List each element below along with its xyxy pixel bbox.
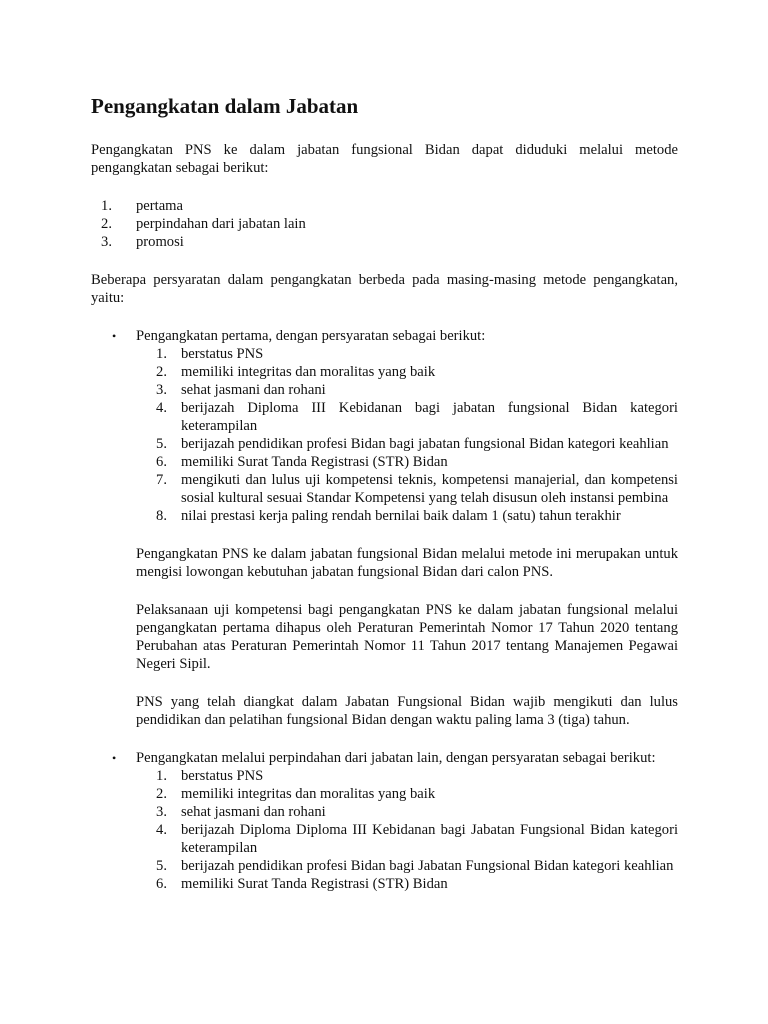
list-number: 3. — [101, 234, 112, 250]
page-title: Pengangkatan dalam Jabatan — [91, 94, 359, 118]
list-text: mengikuti dan lulus uji kompetensi teknis, kompetensi manajerial, dan kompetensi sosial kultural sesuai Standar Kompetensi yang telah disusun oleh instansi pembina — [181, 472, 678, 506]
list-text: berstatus PNS — [181, 346, 264, 362]
list-text: sehat jasmani dan rohani — [181, 382, 326, 398]
list-item — [136, 435, 678, 453]
methods-list — [91, 197, 678, 251]
list-number: 1. — [101, 198, 112, 214]
list-number: 6. — [156, 454, 167, 470]
list-number: 1. — [156, 768, 167, 784]
intro-paragraph: Pengangkatan PNS ke dalam jabatan fungsional Bidan dapat diduduki melalui metode pengangkatan sebagai berikut: — [91, 142, 678, 176]
list-text: promosi — [136, 234, 184, 250]
list-number: 2. — [156, 364, 167, 380]
list-item — [91, 233, 678, 251]
list-number: 1. — [156, 346, 167, 362]
list-item — [136, 381, 678, 399]
list-item — [136, 345, 678, 363]
list-item — [136, 471, 678, 507]
list-number: 3. — [156, 382, 167, 398]
bullet-icon: • — [112, 751, 117, 765]
section-paragraph: Pengangkatan PNS ke dalam jabatan fungsional Bidan melalui metode ini merupakan untuk mengisi lowongan kebutuhan jabatan fungsional Bidan dari calon PNS. — [136, 546, 678, 580]
section-paragraph: PNS yang telah diangkat dalam Jabatan Fungsional Bidan wajib mengikuti dan lulus pendidikan dan pelatihan fungsional Bidan dengan waktu paling lama 3 (tiga) tahun. — [136, 694, 678, 728]
list-number: 4. — [156, 822, 167, 838]
list-number: 5. — [156, 858, 167, 874]
list-number: 6. — [156, 876, 167, 892]
section-heading: Pengangkatan melalui perpindahan dari jabatan lain, dengan persyaratan sebagai berikut: — [136, 750, 656, 766]
list-text: sehat jasmani dan rohani — [181, 804, 326, 820]
list-item — [136, 399, 678, 435]
requirements-intro: Beberapa persyaratan dalam pengangkatan berbeda pada masing-masing metode pengangkatan, yaitu: — [91, 272, 678, 306]
section-pengangkatan-pertama — [91, 327, 678, 729]
list-text: berijazah pendidikan profesi Bidan bagi Jabatan Fungsional Bidan kategori keahlian — [181, 858, 674, 874]
list-text: memiliki Surat Tanda Registrasi (STR) Bidan — [181, 454, 448, 470]
list-item — [136, 803, 678, 821]
list-number: 2. — [101, 216, 112, 232]
list-number: 5. — [156, 436, 167, 452]
list-item — [136, 785, 678, 803]
list-item — [136, 857, 678, 875]
list-item — [136, 821, 678, 857]
list-number: 2. — [156, 786, 167, 802]
section-perpindahan-jabatan — [91, 749, 678, 893]
list-text: berijazah pendidikan profesi Bidan bagi jabatan fungsional Bidan kategori keahlian — [181, 436, 669, 452]
list-text: memiliki integritas dan moralitas yang baik — [181, 364, 436, 380]
list-text: memiliki Surat Tanda Registrasi (STR) Bidan — [181, 876, 448, 892]
list-text: berstatus PNS — [181, 768, 264, 784]
list-text: berijazah Diploma Diploma III Kebidanan bagi Jabatan Fungsional Bidan kategori keterampilan — [181, 822, 678, 856]
list-number: 4. — [156, 400, 167, 416]
list-text: perpindahan dari jabatan lain — [136, 216, 306, 232]
section-heading: Pengangkatan pertama, dengan persyaratan sebagai berikut: — [136, 328, 486, 344]
list-item — [136, 875, 678, 893]
list-item — [136, 767, 678, 785]
list-number: 8. — [156, 508, 167, 524]
list-item — [91, 215, 678, 233]
section-paragraph: Pelaksanaan uji kompetensi bagi pengangkatan PNS ke dalam jabatan fungsional melalui pengangkatan pertama dihapus oleh Peraturan Pemerintah Nomor 17 Tahun 2020 tentang Perubahan atas Peraturan Pemerintah Nomor 11 Tahun 2017 tentang Manajemen Pegawai Negeri Sipil. — [136, 602, 678, 672]
list-number: 3. — [156, 804, 167, 820]
list-number: 7. — [156, 472, 167, 488]
bullet-icon: • — [112, 329, 117, 343]
list-item — [91, 197, 678, 215]
list-text: memiliki integritas dan moralitas yang baik — [181, 786, 436, 802]
list-item — [136, 363, 678, 381]
document-body — [91, 92, 678, 913]
list-text: pertama — [136, 198, 183, 214]
list-text: nilai prestasi kerja paling rendah bernilai baik dalam 1 (satu) tahun terakhir — [181, 508, 621, 524]
list-text: berijazah Diploma III Kebidanan bagi jabatan fungsional Bidan kategori keterampilan — [181, 400, 678, 434]
requirements-list — [136, 345, 678, 525]
list-item — [136, 507, 678, 525]
list-item — [136, 453, 678, 471]
requirements-list — [136, 767, 678, 893]
